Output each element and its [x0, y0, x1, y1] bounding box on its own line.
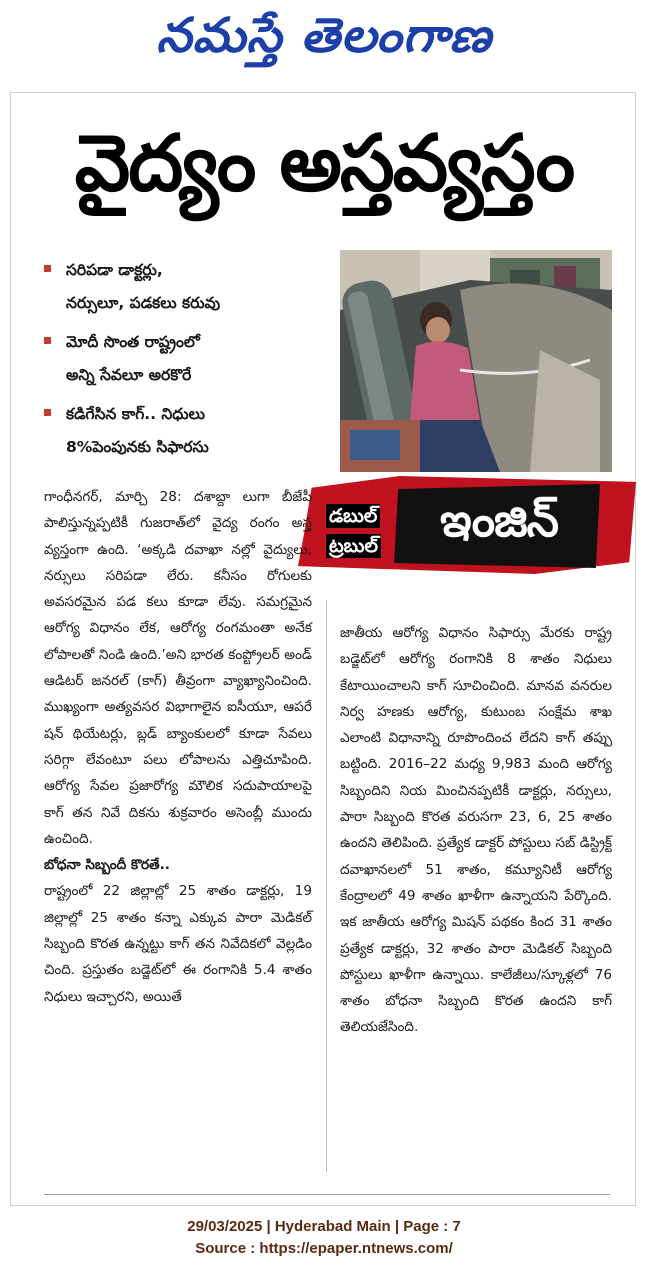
- bullet-square-icon: [44, 337, 51, 344]
- highlight-line: నర్సులూ, పడకలు కరువు: [66, 294, 221, 312]
- bottom-divider: [44, 1194, 610, 1195]
- highlight-item: [44, 398, 340, 464]
- article-paragraph: గాంధీనగర్, మార్చి 28: దశాబ్దా లుగా బీజేపీ పాలిస్తున్నప్పటికీ గుజరాత్‌లో వైద్య రంగం అస్త వ్యస్తంగా ఉంది. ‘అక్కడి దవాఖా నల్లో వైద్యులు, నర్సులు సరిపడా లేరు. కనీసం రోగులకు అవసరమైన పడ కలు కూడా లేవు. సమగ్రమైన ఆరోగ్య విధానం లేక, ఆరోగ్య రంగమంతా అనేక లోపాలతో నిండి ఉంది.’అని భారత కంప్ట్రోలర్ అండ్ ఆడిటర్ జనరల్ (కాగ్) తీవ్రంగా వ్యాఖ్యానించింది. ముఖ్యంగా అత్యవసర విభాగాలైన ఐసీయూ, ఆపరే షన్ థియేటర్లు, బ్లడ్ బ్యాంకులలో కూడా సేవలు సరిగ్గా లేవంటూ పలు లోపాలను ఎత్తిచూపింది. ఆరోగ్య సేవల ప్రజారోగ్య మౌలిక సదుపాయాలపై కాగ్ తన నివే దికను శుక్రవారం అసెంబ్లీ ముందు ఉంచింది.: [44, 489, 312, 847]
- headline: వైద్యం అస్తవ్యస్తం: [74, 118, 574, 209]
- bullet-square-icon: [44, 265, 51, 272]
- article-column-left: [44, 484, 312, 1010]
- banner-word-engine: ఇంజిన్: [440, 493, 558, 547]
- footer-source-link[interactable]: Source : https://epaper.ntnews.com/: [195, 1240, 453, 1257]
- patient-in-car-photo: [340, 250, 612, 472]
- bullet-square-icon: [44, 409, 51, 416]
- highlight-line: కడిగేసిన కాగ్.. నిధులు: [66, 405, 205, 423]
- article-paragraph: జాతీయ ఆరోగ్య విధానం సిఫార్సు మేరకు రాష్ట్ర బడ్జెట్‌లో ఆరోగ్య రంగానికి 8 శాతం నిధులు కేటాయించాలని కాగ్ సూచించింది. మానవ వనరుల నిర్వ హణకు ఆరోగ్య, కుటుంబ సంక్షేమ శాఖ ఎలాంటి విధానాన్ని రూపొందించ లేదని కాగ్ తప్పు బట్టింది. 2016–22 మధ్య 9,983 మంది ఆరోగ్య సిబ్బందిని నియ మించినప్పటికీ డాక్టర్లు, నర్సులు, పారా సిబ్బంది కొరత వరుసగా 23, 6, 25 శాతం ఉందని తెలిపింది. ప్రత్యేక డాక్టర్ పోస్టులు సబ్ డిస్ట్రిక్ట్ దవాఖానలలో 51 శాతం, కమ్యూనిటీ ఆరోగ్య కేంద్రాలలో 49 శాతం ఖాళీగా ఉన్నాయని పేర్కొంది. ఇక జాతీయ ఆరోగ్య మిషన్ పథకం కింద 31 శాతం ప్రత్యేక డాక్టర్లు, 32 శాతం పారా మెడికల్ సిబ్బంది పోస్టులు ఖాళీగా ఉన్నాయి. కాలేజీలు/స్కూళ్లలో 76 శాతం బోధనా సిబ్బంది కొరత ఉందని కాగ్ తెలియజేసింది.: [340, 625, 612, 1036]
- article-subheading: బోధనా సిబ్బందీ కొరతే..: [44, 857, 170, 874]
- banner-word-double: డబుల్: [326, 504, 380, 528]
- double-trouble-banner: [278, 462, 640, 594]
- article-column-right: [340, 620, 612, 1041]
- column-divider: [326, 600, 327, 1172]
- footer: [0, 1216, 648, 1260]
- banner-word-trouble: ట్రబుల్: [326, 534, 381, 558]
- highlight-item: [44, 254, 340, 320]
- highlight-item: [44, 326, 340, 392]
- news-photo: [340, 250, 612, 472]
- article-paragraph: రాష్ట్రంలో 22 జిల్లాల్లో 25 శాతం డాక్టర్లు, 19 జిల్లాల్లో 25 శాతం కన్నా ఎక్కువ పారా మెడికల్ సిబ్బంది కొరత ఉన్నట్టు కాగ్ తన నివేదికలో వెల్లడిం చింది. ప్రస్తుతం బడ్జెట్‌లో ఈ రంగానికి 5.4 శాతం నిధులు ఇచ్చారని, అయితే: [44, 883, 312, 1005]
- footer-date-edition: 29/03/2025 | Hyderabad Main | Page : 7: [187, 1218, 461, 1235]
- highlight-line: 8%పెంపునకు సిఫారసు: [66, 438, 209, 456]
- highlight-line: అన్ని సేవలూ అరకొరే: [66, 366, 192, 384]
- highlight-line: మోదీ సొంత రాష్ట్రంలో: [66, 333, 200, 351]
- masthead-logo: [0, 0, 648, 82]
- masthead-title: నమస్తే తెలంగాణ: [156, 6, 492, 63]
- highlights-list: [44, 254, 340, 470]
- highlight-line: సరిపడా డాక్టర్లు,: [66, 261, 163, 279]
